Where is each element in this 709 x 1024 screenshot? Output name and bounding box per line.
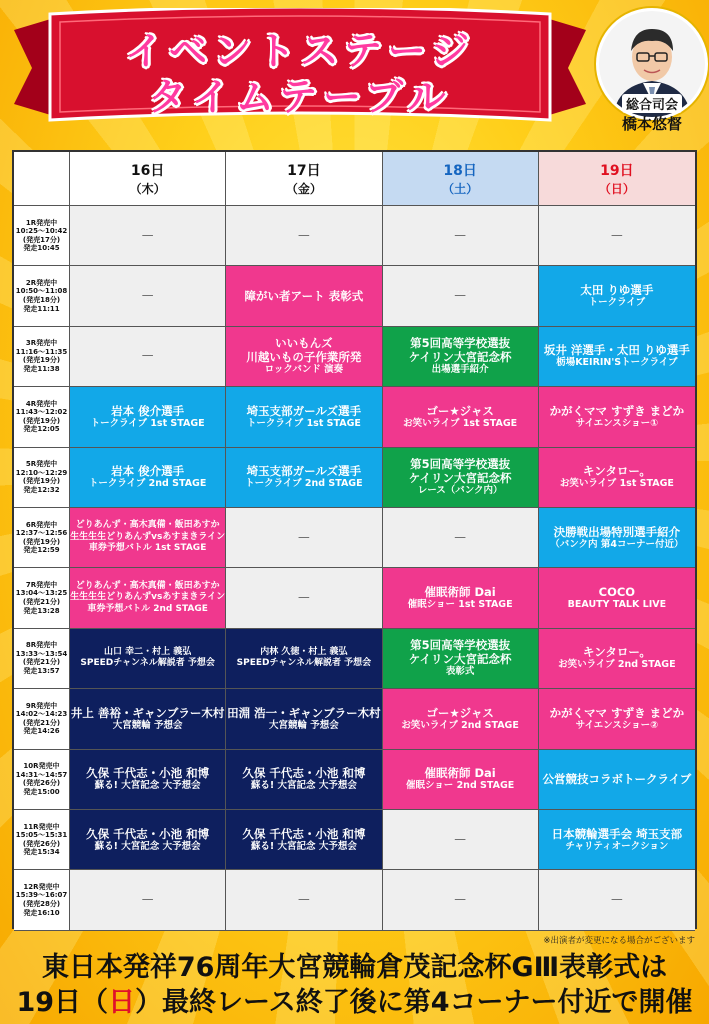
event-cell — [226, 689, 382, 749]
event-subtitle: お笑いライブ 2nd STAGE — [401, 719, 519, 731]
race-time-text: (発売21分) — [22, 718, 61, 727]
event-title: 催眠術師 Dai — [424, 585, 496, 600]
event-subtitle: 表彰式 — [445, 666, 475, 678]
race-time-text: (発売26分) — [22, 839, 61, 848]
race-time-cell — [14, 689, 70, 749]
event-subtitle: ケイリン大宮記念杯 — [408, 471, 512, 486]
event-subtitle: BEAUTY TALK LIVE — [567, 599, 667, 611]
event-subtitle: ケイリン大宮記念杯 — [408, 350, 512, 365]
event-subtitle: お笑いライブ 2nd STAGE — [558, 659, 676, 671]
day-header — [383, 152, 539, 206]
event-cell — [383, 448, 539, 508]
no-event-dash: － — [453, 289, 468, 306]
event-title: どりあんず・高木真備・飯田あすか — [75, 520, 220, 531]
race-time-text: 14:02～14:23 — [15, 710, 68, 719]
event-title: かがくママ すずき まどか — [549, 403, 685, 418]
event-title: 井上 善裕・ギャンブラー木村 — [70, 705, 225, 720]
event-cell — [70, 568, 226, 628]
event-title: 山口 幸二・村上 義弘 — [103, 646, 192, 657]
race-time-cell — [14, 568, 70, 628]
event-title: どりあんず・高木真備・飯田あすか — [75, 580, 220, 591]
table-row — [14, 870, 695, 930]
event-subtitle: 栃場KEIRIN'Sトークライブ — [556, 357, 678, 369]
no-event-dash: － — [140, 289, 155, 306]
event-title: 田淵 浩一・ギャンブラー木村 — [227, 705, 381, 720]
mc-role: 総合司会 — [622, 94, 682, 113]
race-time-text: (発売18分) — [22, 296, 61, 305]
race-time-cell — [14, 206, 70, 266]
day-of-week: （土） — [442, 182, 479, 196]
event-title: 第5回高等学校選抜 — [410, 336, 511, 351]
race-time-cell — [14, 508, 70, 568]
event-subtitle: レース（バンク内） — [417, 485, 503, 497]
day-of-week: （木） — [129, 182, 166, 196]
event-subtitle: 大宮競輪 予想会 — [268, 719, 339, 731]
event-cell — [70, 870, 226, 930]
mc-name: 橋本悠督 — [621, 115, 682, 133]
event-subtitle: 蘇る! 大宮記念 大予想会 — [250, 840, 357, 852]
event-subtitle: 蘇る! 大宮記念 大予想会 — [94, 840, 201, 852]
event-subtitle: ロックバンド 演奏 — [264, 364, 344, 376]
event-title: 久保 千代志・小池 和博 — [242, 766, 366, 781]
event-subtitle: サイエンスショー② — [575, 719, 659, 731]
race-time-cell — [14, 629, 70, 689]
event-cell — [70, 689, 226, 749]
event-title: 岩本 俊介選手 — [111, 403, 185, 418]
race-time-text: 15:05～15:31 — [15, 831, 68, 840]
event-subtitle: 蘇る! 大宮記念 大予想会 — [250, 780, 357, 792]
race-time-text: 発走14:26 — [23, 727, 60, 736]
event-cell — [383, 689, 539, 749]
table-row — [14, 689, 695, 749]
race-time-cell — [14, 387, 70, 447]
event-title: 岩本 俊介選手 — [111, 464, 185, 479]
event-title: キンタロー。 — [582, 645, 651, 660]
race-time-text: 11R発売中 — [23, 822, 60, 831]
event-subtitle: お笑いライブ 1st STAGE — [403, 417, 518, 429]
event-title: 第5回高等学校選抜 — [410, 457, 511, 472]
race-time-text: 9R発売中 — [25, 701, 58, 710]
footer-line-2-pre: 19日（ — [16, 987, 109, 1018]
no-event-dash: － — [140, 893, 155, 910]
event-subtitle: 車券予想バトル 2nd STAGE — [87, 603, 208, 614]
event-cell — [70, 387, 226, 447]
race-time-text: 11:43～12:02 — [15, 408, 68, 417]
event-cell — [383, 750, 539, 810]
event-cell — [383, 810, 539, 870]
event-cell — [539, 810, 695, 870]
race-time-text: 12:37～12:56 — [15, 529, 68, 538]
event-cell — [539, 448, 695, 508]
no-event-dash: － — [453, 530, 468, 547]
table-row — [14, 387, 695, 447]
event-title: 太田 りゆ選手 — [580, 283, 654, 298]
event-subtitle: 出場選手紹介 — [431, 364, 489, 376]
no-event-dash: － — [296, 228, 311, 245]
event-subtitle: 車券予想バトル 1st STAGE — [88, 543, 207, 554]
day-header — [539, 152, 695, 206]
event-cell — [383, 387, 539, 447]
event-cell — [226, 870, 382, 930]
change-notice: ※出演者が変更になる場合がございます — [543, 936, 695, 946]
event-cell — [383, 870, 539, 930]
event-title: キンタロー。 — [582, 464, 651, 479]
race-time-text: (発売26分) — [22, 779, 61, 788]
no-event-dash: － — [609, 893, 624, 910]
no-event-dash: － — [453, 893, 468, 910]
event-subtitle: トークライブ 2nd STAGE — [88, 478, 207, 490]
event-subtitle: （バンク内 第4コーナー付近） — [550, 538, 684, 550]
title-line-2: タイムテーブル — [148, 75, 452, 119]
title-line-1: イベントステージ — [124, 29, 476, 73]
no-event-dash: － — [140, 349, 155, 366]
event-subtitle: SPEEDチャンネル解説者 予想会 — [236, 658, 372, 669]
event-title: COCO — [598, 585, 636, 600]
race-time-text: 発走15:00 — [23, 787, 60, 796]
race-time-text: 発走13:57 — [23, 667, 60, 676]
no-event-dash: － — [140, 228, 155, 245]
event-cell — [226, 266, 382, 326]
race-time-text: (発売17分) — [22, 235, 61, 244]
event-title: 催眠術師 Dai — [424, 766, 496, 781]
corner-cell — [14, 152, 70, 206]
event-title: 障がい者アート 表彰式 — [244, 289, 364, 304]
race-time-text: 3R発売中 — [25, 339, 58, 348]
no-event-dash: － — [453, 228, 468, 245]
event-cell — [70, 750, 226, 810]
footer-line-2-post: ）最終レース終了後に第4コーナー付近で開催 — [135, 987, 693, 1018]
event-subtitle: 生生生生どりあんずvsあすまきライン — [70, 531, 226, 542]
day-date: 19日 — [600, 163, 634, 179]
event-cell — [226, 327, 382, 387]
event-cell — [226, 810, 382, 870]
table-row — [14, 266, 695, 326]
race-time-cell — [14, 448, 70, 508]
event-cell — [539, 689, 695, 749]
race-time-text: 発走15:34 — [23, 848, 60, 857]
event-subtitle: チャリティオークション — [565, 840, 669, 852]
event-subtitle: サイエンスショー① — [575, 417, 659, 429]
race-time-text: 発走11:38 — [23, 365, 60, 374]
race-time-text: 12:10～12:29 — [15, 468, 68, 477]
event-subtitle: トークライブ 1st STAGE — [90, 417, 205, 429]
event-cell — [539, 266, 695, 326]
event-cell — [70, 206, 226, 266]
event-cell — [539, 870, 695, 930]
race-time-text: 10:25～10:42 — [15, 227, 68, 236]
event-subtitle: 川越いもの子作業所発 — [246, 350, 362, 365]
event-title: かがくママ すずき まどか — [549, 705, 685, 720]
event-title: 埼玉支部ガールズ選手 — [246, 464, 362, 479]
race-time-text: 14:31～14:57 — [15, 770, 68, 779]
day-of-week: （日） — [598, 182, 635, 196]
race-time-text: 13:04～13:25 — [15, 589, 68, 598]
event-title: 内林 久徳・村上 義弘 — [260, 646, 348, 657]
table-row — [14, 327, 695, 387]
event-cell — [226, 387, 382, 447]
event-cell — [226, 629, 382, 689]
footer-line-1: 東日本発祥76周年大宮競輪倉茂記念杯GⅢ表彰式は — [41, 952, 668, 983]
race-time-text: 1R発売中 — [25, 218, 58, 227]
event-subtitle: トークライブ 2nd STAGE — [245, 478, 363, 490]
race-time-text: 15:39～16:07 — [15, 891, 68, 900]
race-time-text: 7R発売中 — [25, 580, 58, 589]
event-cell — [539, 750, 695, 810]
no-event-dash: － — [296, 591, 311, 608]
event-title: ゴー★ジャス — [426, 403, 494, 418]
event-title: 第5回高等学校選抜 — [410, 638, 511, 653]
table-row — [14, 810, 695, 870]
event-subtitle: 催眠ショー 1st STAGE — [407, 599, 513, 611]
race-time-text: (発売19分) — [22, 356, 61, 365]
event-subtitle: SPEEDチャンネル解説者 予想会 — [80, 658, 215, 669]
event-cell — [383, 629, 539, 689]
event-title: 公営競技コラボトークライブ — [542, 772, 692, 787]
race-time-cell — [14, 266, 70, 326]
event-cell — [539, 327, 695, 387]
event-cell — [226, 568, 382, 628]
event-title: いいもんズ — [275, 336, 333, 351]
race-time-text: 6R発売中 — [25, 520, 58, 529]
event-subtitle: 大宮競輪 予想会 — [112, 719, 183, 731]
race-time-text: 4R発売中 — [25, 399, 58, 408]
event-cell — [226, 448, 382, 508]
mc-label — [596, 94, 708, 134]
event-title: 坂井 洋選手・太田 りゆ選手 — [543, 343, 690, 358]
race-time-text: (発売21分) — [22, 658, 61, 667]
event-cell — [70, 327, 226, 387]
race-time-text: 発走12:32 — [23, 485, 60, 494]
race-time-text: (発売19分) — [22, 477, 61, 486]
table-row — [14, 629, 695, 689]
event-cell — [539, 508, 695, 568]
race-time-text: 8R発売中 — [25, 641, 58, 650]
race-time-text: (発売19分) — [22, 537, 61, 546]
event-subtitle: お笑いライブ 1st STAGE — [559, 478, 674, 490]
event-title: 久保 千代志・小池 和博 — [86, 826, 210, 841]
table-row — [14, 750, 695, 810]
race-time-cell — [14, 810, 70, 870]
event-cell — [383, 206, 539, 266]
race-time-text: 2R発売中 — [25, 278, 58, 287]
race-time-cell — [14, 870, 70, 930]
table-row — [14, 568, 695, 628]
event-cell — [70, 266, 226, 326]
no-event-dash: － — [453, 832, 468, 849]
event-subtitle: ケイリン大宮記念杯 — [408, 652, 512, 667]
event-subtitle: トークライブ — [588, 297, 646, 309]
day-header-row — [14, 152, 695, 206]
event-cell — [70, 629, 226, 689]
day-header — [70, 152, 226, 206]
title-banner — [14, 8, 586, 126]
day-header — [226, 152, 382, 206]
table-row — [14, 508, 695, 568]
event-title: 日本競輪選手会 埼玉支部 — [551, 826, 683, 841]
day-date: 18日 — [443, 163, 477, 179]
day-date: 16日 — [130, 163, 165, 179]
no-event-dash: － — [296, 530, 311, 547]
table-row — [14, 206, 695, 266]
table-row — [14, 448, 695, 508]
event-title: 久保 千代志・小池 和博 — [86, 766, 210, 781]
event-cell — [539, 206, 695, 266]
event-cell — [70, 810, 226, 870]
race-time-text: 発走16:10 — [23, 908, 60, 917]
event-title: 埼玉支部ガールズ選手 — [246, 403, 362, 418]
event-cell — [383, 266, 539, 326]
race-time-text: (発売19分) — [22, 416, 61, 425]
day-date: 17日 — [287, 163, 321, 179]
footer-announcement — [0, 950, 709, 1020]
race-time-text: 発走10:45 — [23, 244, 60, 253]
race-time-text: 10R発売中 — [23, 762, 60, 771]
no-event-dash: － — [609, 228, 624, 245]
event-cell — [70, 448, 226, 508]
event-cell — [383, 327, 539, 387]
race-time-text: 11:16～11:35 — [15, 347, 68, 356]
event-title: 決勝戦出場特別選手紹介 — [553, 524, 681, 539]
event-cell — [383, 508, 539, 568]
day-of-week: （金） — [285, 182, 322, 196]
race-time-text: 13:33～13:54 — [15, 649, 68, 658]
race-time-text: 12R発売中 — [23, 882, 60, 891]
event-title: 久保 千代志・小池 和博 — [242, 826, 366, 841]
event-cell — [539, 387, 695, 447]
event-cell — [539, 568, 695, 628]
footer-line-2-sunday: 日 — [108, 987, 136, 1018]
no-event-dash: － — [296, 893, 311, 910]
event-cell — [226, 508, 382, 568]
race-time-text: (発売28分) — [22, 900, 61, 909]
race-time-text: 発走12:05 — [23, 425, 60, 434]
race-time-text: 発走11:11 — [23, 304, 60, 313]
race-time-cell — [14, 327, 70, 387]
timetable — [12, 150, 697, 929]
race-time-text: 発走12:59 — [23, 546, 60, 555]
event-cell — [539, 629, 695, 689]
event-cell — [383, 568, 539, 628]
race-time-text: 5R発売中 — [25, 460, 58, 469]
event-cell — [226, 206, 382, 266]
race-time-text: 10:50～11:08 — [15, 287, 68, 296]
event-title: ゴー★ジャス — [426, 705, 494, 720]
event-subtitle: 催眠ショー 2nd STAGE — [405, 780, 515, 792]
race-time-text: (発売21分) — [22, 598, 61, 607]
footer-line-2 — [0, 985, 709, 1020]
event-subtitle: 生生生生どりあんずvsあすまきライン — [70, 592, 226, 603]
event-cell — [70, 508, 226, 568]
event-cell — [226, 750, 382, 810]
event-subtitle: 蘇る! 大宮記念 大予想会 — [94, 780, 201, 792]
event-subtitle: トークライブ 1st STAGE — [246, 417, 361, 429]
race-time-text: 発走13:28 — [23, 606, 60, 615]
race-time-cell — [14, 750, 70, 810]
